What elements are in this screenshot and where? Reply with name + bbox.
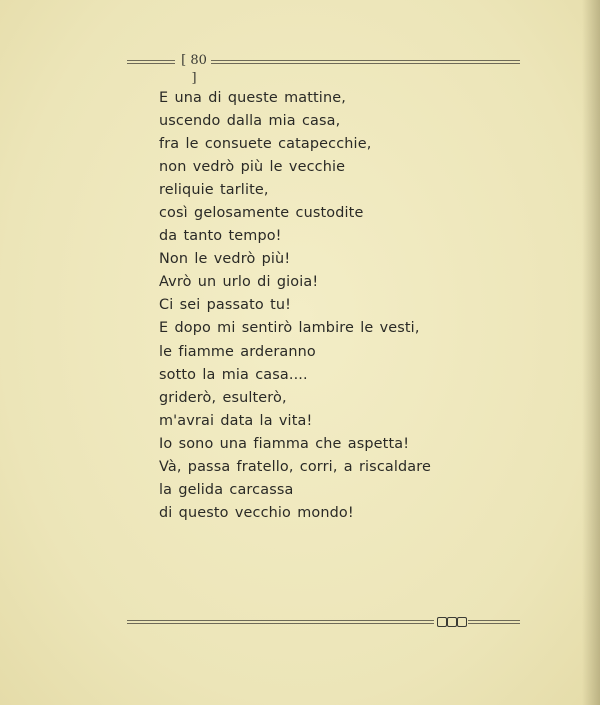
poem-line: non vedrò più le vecchie [159,159,346,176]
poem-text [159,87,489,525]
poem-line: da tanto tempo! [159,228,282,245]
page-edge-shadow [582,0,600,705]
poem-line: la gelida carcassa [159,481,294,498]
ornament-square-icon [457,617,467,627]
footer-rule-right [468,620,520,624]
poem-line: m'avrai data la vita! [159,412,313,429]
page-number: [ 80 ] [181,53,207,86]
page-header [127,52,520,86]
footer-rule-left [127,620,434,624]
poem-line: E una di queste mattine, [159,90,346,106]
poem-line: di questo vecchio mondo! [159,504,354,521]
poem-line: Non le vedrò più! [159,251,291,268]
poem-line: griderò, esulterò, [159,389,287,406]
poem-line: Ci sei passato tu! [159,297,292,314]
ornament-square-icon [437,617,447,627]
poem-line: Avrò un urlo di gioia! [159,274,319,291]
poem-line: le fiamme arderanno [159,343,316,360]
three-square-ornament-icon [437,616,467,628]
poem-line: Io sono una fiamma che aspetta! [159,435,410,452]
poem-line: reliquie tarlite, [159,182,269,199]
poem-line: fra le consuete catapecchie, [159,136,372,153]
page-footer [127,614,520,630]
poem-line: sotto la mia casa.... [159,366,308,383]
poem-line: Và, passa fratello, corri, a riscaldare [159,458,432,475]
header-rule-right [211,60,520,64]
poem-line: E dopo mi sentirò lambire le vesti, [159,320,420,337]
header-rule-left [127,60,175,64]
poem-line: uscendo dalla mia casa, [159,113,341,130]
poem-line: così gelosamente custodite [159,205,364,222]
ornament-square-icon [447,617,457,627]
